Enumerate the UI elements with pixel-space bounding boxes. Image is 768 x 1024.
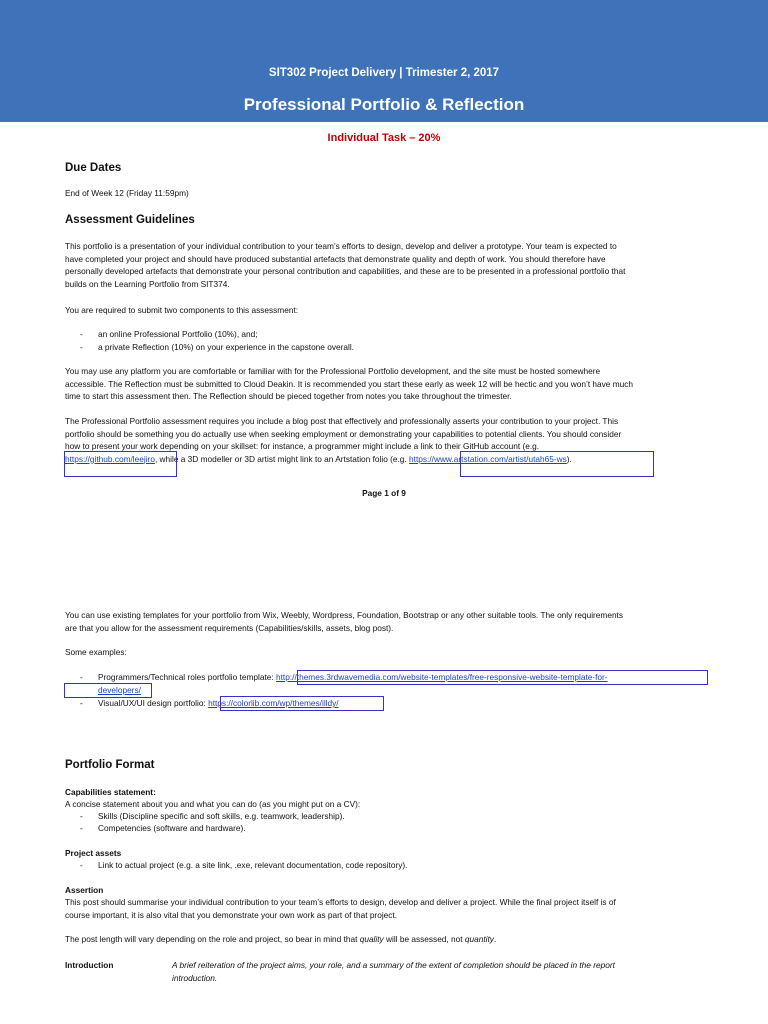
list-item: - a private Reflection (10%) on your experience in the capstone overall. <box>80 342 354 352</box>
introduction-text <box>172 959 712 984</box>
assertion-label: Assertion <box>65 885 104 895</box>
header-banner <box>0 0 768 122</box>
text-line: introduction. <box>172 972 218 983</box>
github-link-frame <box>64 451 177 477</box>
text-line: The Professional Portfolio assessment requires you include a blog post that effectively and professionally asserts your contribution to your project. This <box>65 416 619 426</box>
design-portfolio-link[interactable]: https://colorlib.com/wp/themes/illdy/ <box>208 698 339 708</box>
artstation-link-frame <box>460 451 654 477</box>
list-item: - Visual/UX/UI design portfolio: https://colorlib.com/wp/themes/illdy/ <box>80 698 339 708</box>
list-item: - Competencies (software and hardware). <box>80 823 246 833</box>
programmer-link-frame <box>297 670 708 685</box>
text-line: accessible. The Reflection must be submitted to Cloud Deakin. It is recommended you start these early as week 12 will be hectic and you won’t have much <box>65 378 634 389</box>
text-line: have completed your project and should have produced substantial artefacts that demonstrate quality and depth of work. You should therefore have <box>65 253 606 264</box>
list-item: - an online Professional Portfolio (10%), and; <box>80 329 258 339</box>
guidelines-heading: Assessment Guidelines <box>65 214 195 226</box>
list-item: - Skills (Discipline specific and soft skills, e.g. teamwork, leadership). <box>80 811 345 821</box>
text-line: This portfolio is a presentation of your individual contribution to your team’s efforts to design, develop and deliver a prototype. Your team is expected to <box>65 241 617 251</box>
list-item: - Link to actual project (e.g. a site link, .exe, relevant documentation, code repository). <box>80 860 408 870</box>
guidelines-paragraph-1 <box>65 240 705 290</box>
document-title: Professional Portfolio & Reflection <box>243 95 525 114</box>
text-line: You may use any platform you are comfortable or familiar with for the Professional Portfolio development, and the site must be hosted somewhere <box>65 366 601 376</box>
guidelines-paragraph-2: You are required to submit two components to this assessment: <box>65 305 299 315</box>
task-weight: Individual Task – 20% <box>327 132 441 144</box>
list-item: - Programmers/Technical roles portfolio template: http://themes.3rdwavemedia.com/website-templates/free-responsive-website-template-for- <box>80 672 608 682</box>
text-line: You can use existing templates for your portfolio from Wix, Weebly, Wordpress, Foundation, Bootstrap or any other suitable tools. The only requirements <box>65 610 624 620</box>
introduction-label: Introduction <box>65 960 114 970</box>
text-line: are that you allow for the assessment requirements (Capabilities/skills, assets, blog post). <box>65 622 394 633</box>
text-line: https://github.com/leejiro, while a 3D modeller or 3D artist might link to an Artstation folio (e.g. https://www.artstation.com/artist/utah65-ws). <box>65 453 572 464</box>
guidelines-paragraph-3 <box>65 365 705 403</box>
templates-paragraph <box>65 609 705 634</box>
post-length-text: The post length will vary depending on the role and project, so bear in mind that quality will be assessed, not quantity. <box>65 934 497 944</box>
programmer-link-frame-cont <box>64 683 152 698</box>
text-line: A brief reiteration of the project aims, your role, and a summary of the extent of completion should be placed in the report <box>172 960 615 970</box>
due-date-text: End of Week 12 (Friday 11:59pm) <box>65 188 189 198</box>
project-assets-label: Project assets <box>65 848 122 858</box>
portfolio-format-heading: Portfolio Format <box>65 759 155 771</box>
text-line: time to start this assessment then. The Reflection should be pieced together from notes you take throughout the trimester. <box>65 391 512 401</box>
programmer-template-link-cont[interactable]: developers/ <box>98 685 141 695</box>
due-dates-heading: Due Dates <box>65 162 122 174</box>
design-link-frame <box>220 696 384 711</box>
capabilities-label: Capabilities statement: <box>65 787 156 797</box>
text-line: This post should summarise your individual contribution to your team’s efforts to design, develop and deliver a project. While the final project itself is of <box>65 897 616 907</box>
programmer-template-link[interactable]: http://themes.3rdwavemedia.com/website-templates/free-responsive-website-template-for- <box>276 672 608 682</box>
examples-label: Some examples: <box>65 647 127 657</box>
text-line: builds on the Learning Portfolio from SIT374. <box>65 278 230 289</box>
course-subtitle: SIT302 Project Delivery | Trimester 2, 2017 <box>268 67 500 79</box>
text-line: how to present your work depending on your skillset: for instance, a programmer might include a link to their GitHub account (e.g. <box>65 441 540 451</box>
capabilities-text: A concise statement about you and what you can do (as you might put on a CV): <box>65 799 361 809</box>
text-line: course important, it is also vital that you demonstrate your own work as part of that project. <box>65 909 398 920</box>
text-line: portfolio should be something you do actually use when seeking employment or demonstrating your capabilities to potential clients. You should consider <box>65 428 622 439</box>
text-line: personally developed artefacts that demonstrate your personal contribution and capabilities, and these are to be presented in a professional portfolio that <box>65 266 626 276</box>
page-number: Page 1 of 9 <box>362 488 406 498</box>
artstation-link[interactable]: https://www.artstation.com/artist/utah65-ws <box>409 453 567 464</box>
github-link[interactable]: https://github.com/leejiro <box>65 453 155 464</box>
assertion-text <box>65 896 705 921</box>
